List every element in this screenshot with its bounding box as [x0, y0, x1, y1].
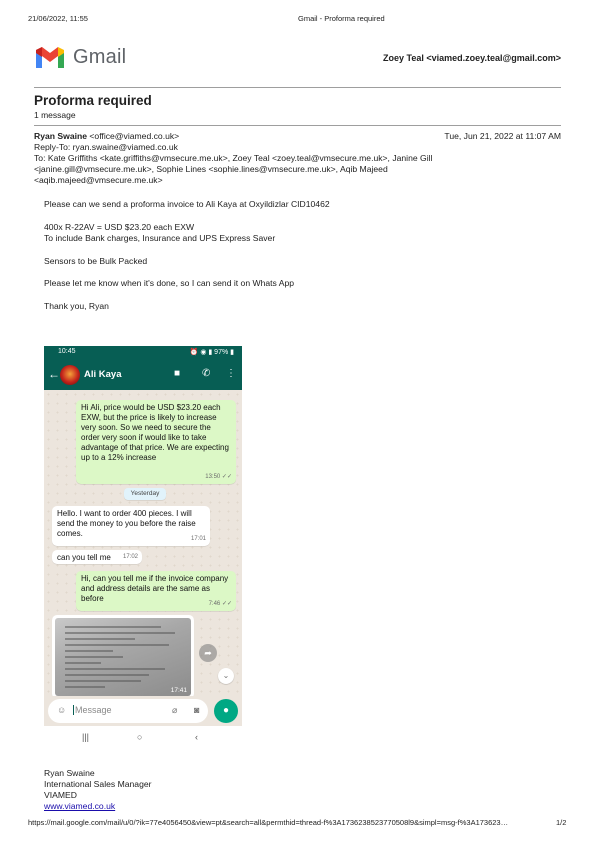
chat-message	[52, 550, 142, 564]
document-photo	[55, 618, 191, 696]
body-line: Please can we send a proforma invoice to Ali Kaya at Oxyildizlar CID10462	[44, 199, 330, 209]
photo-text-line	[65, 674, 149, 676]
signature-company: VIAMED	[44, 790, 77, 800]
photo-text-line	[65, 632, 175, 634]
status-icons: ⏰ ◉ ▮ 97% ▮	[189, 349, 234, 356]
date-chip: Yesterday	[124, 488, 166, 500]
message-time: 7:46 ✓✓	[208, 601, 232, 607]
contact-name: Ali Kaya	[84, 369, 122, 380]
camera-icon: ◙	[194, 705, 200, 715]
recipients-line-2: <janine.gill@vmsecure.me.uk>, Sophie Lines <sophie.lines@vmsecure.me.uk>, Aqib Majeed	[34, 164, 388, 174]
recipients-line-3: <aqib.majeed@vmsecure.me.uk>	[34, 175, 163, 185]
back-arrow-icon: ←	[48, 367, 60, 381]
signature-website-link[interactable]: www.viamed.co.uk	[44, 801, 116, 811]
reply-to: Reply-To: ryan.swaine@viamed.co.uk	[34, 142, 178, 152]
more-vert-icon: ⋮	[226, 368, 236, 379]
body-line: Sensors to be Bulk Packed	[44, 256, 148, 266]
photo-text-line	[65, 644, 169, 646]
emoji-icon: ☺	[57, 705, 67, 715]
divider-subject	[34, 125, 561, 126]
photo-text-line	[65, 668, 165, 670]
message-text: Hello. I want to order 400 pieces. I will send the money to you before the raise comes.	[57, 509, 196, 538]
nav-back-icon: ‹	[195, 732, 198, 742]
photo-text-line	[65, 638, 135, 640]
message-time: 17:02	[122, 554, 138, 560]
chat-message	[76, 400, 236, 484]
page-number: 1/2	[556, 818, 567, 827]
body-line: Thank you, Ryan	[44, 301, 109, 311]
footer-url: https://mail.google.com/mail/u/0/?ik=77e4056450&view=pt&search=all&permthid=thread-f%3A1736238523770508l9&simpl=msg-f%3A173623…	[28, 818, 509, 827]
sender-email: <office@viamed.co.uk>	[89, 131, 180, 141]
message-count: 1 message	[34, 110, 76, 120]
scroll-down-icon: ⌄	[218, 668, 234, 684]
message-text: can you tell me	[57, 553, 111, 562]
message-time: 13:50 ✓✓	[205, 474, 232, 480]
photo-text-line	[65, 680, 141, 682]
photo-text-line	[65, 650, 113, 652]
photo-text-line	[65, 656, 123, 658]
photo-text-line	[65, 662, 101, 664]
chat-header	[44, 360, 242, 390]
photo-text-line	[65, 686, 105, 688]
recipients-line-1: To: Kate Griffiths <kate.griffiths@vmsecure.me.uk>, Zoey Teal <zoey.teal@vmsecure.me.uk>, Janine Gill	[34, 153, 433, 163]
account-label: Zoey Teal <viamed.zoey.teal@gmail.com>	[382, 53, 561, 63]
video-call-icon: ■	[174, 368, 181, 379]
message-input-bar	[44, 696, 242, 726]
from-row	[34, 131, 561, 142]
signature-name: Ryan Swaine	[44, 768, 95, 778]
android-nav-bar	[44, 726, 242, 752]
chat-area	[44, 390, 242, 696]
message-time: 17:01	[190, 536, 206, 542]
sender-name: Ryan Swaine	[34, 131, 88, 141]
message-date: Tue, Jun 21, 2022 at 11:07 AM	[444, 131, 561, 141]
signature-role: International Sales Manager	[44, 779, 152, 789]
body-line: To include Bank charges, Insurance and UPS Express Saver	[44, 233, 276, 243]
email-subject: Proforma required	[34, 93, 152, 108]
message-text: Hi, can you tell me if the invoice company and address details are the same as before	[81, 574, 229, 603]
attach-icon: ⌀	[172, 705, 178, 715]
photo-text-line	[65, 626, 161, 628]
divider-top	[34, 87, 561, 88]
whatsapp-screenshot	[44, 346, 242, 752]
phone-status-bar	[44, 346, 242, 360]
avatar	[60, 365, 80, 385]
chat-message	[76, 571, 236, 611]
home-icon: ○	[137, 732, 143, 742]
message-input	[48, 699, 208, 723]
body-line: Please let me know when it's done, so I can send it on Whats App	[44, 278, 295, 288]
mic-icon: ●	[214, 699, 238, 723]
print-datetime: 21/06/2022, 11:55	[28, 14, 88, 23]
image-message	[52, 615, 194, 699]
print-header	[0, 14, 595, 26]
forward-icon: ➦	[199, 644, 217, 662]
message-text: Hi Ali, price would be USD $23.20 each EXW, but the price is likely to increase very soon. So we need to secure the order very soon if would like to take advantage of that price. We are expecting up to a 12% increase	[81, 403, 229, 462]
recents-icon: |||	[82, 732, 90, 742]
gmail-logo-icon	[34, 44, 66, 70]
print-title: Gmail - Proforma required	[298, 14, 385, 23]
recipients	[34, 153, 561, 186]
status-time: 10:45	[58, 348, 76, 355]
phone-call-icon: ✆	[202, 368, 211, 379]
chat-message	[52, 506, 210, 546]
gmail-wordmark: Gmail	[73, 46, 127, 68]
image-time: 17:41	[170, 687, 187, 694]
message-placeholder: Message	[75, 705, 112, 715]
body-line: 400x R-22AV = USD $23.20 each EXW	[44, 222, 195, 232]
